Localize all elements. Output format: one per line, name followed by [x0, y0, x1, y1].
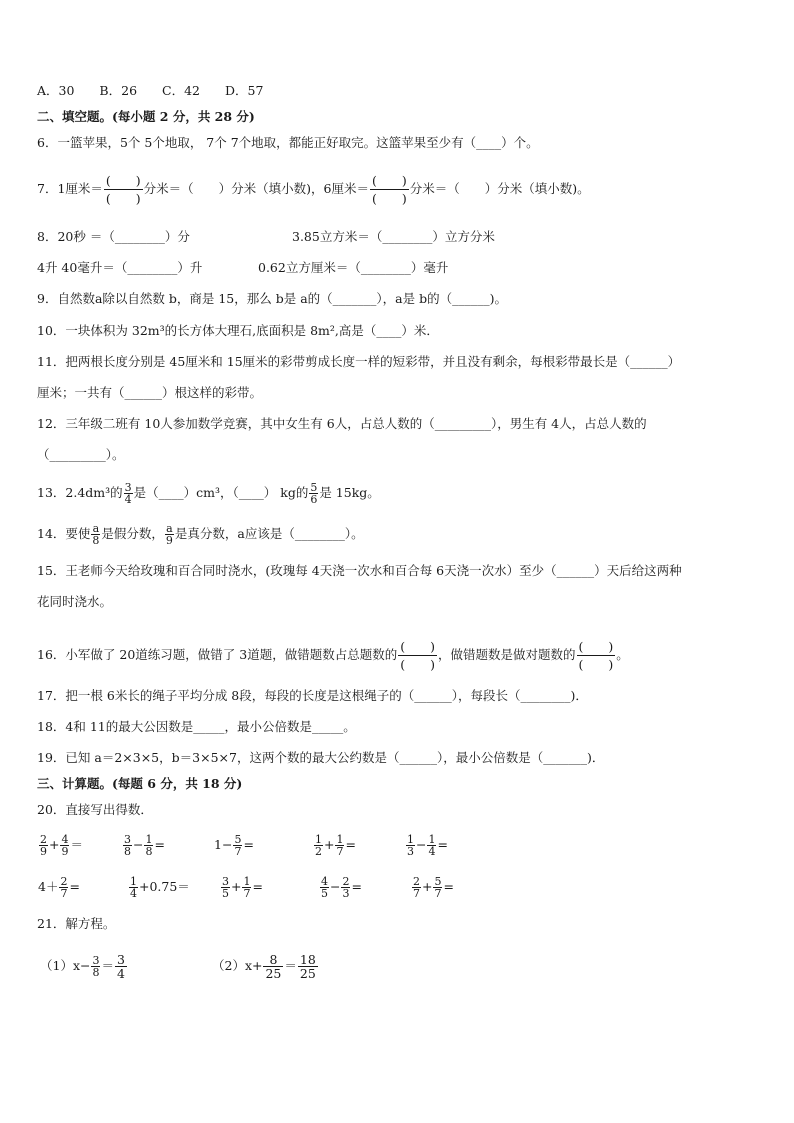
question-21-title: 21．解方程。	[37, 916, 116, 931]
calc-item: $\frac{1}{2}$ + $\frac{1}{7}$ =	[315, 833, 356, 858]
question-9: 9．自然数a除以自然数 b，商是 15，那么 b是 a的（_______），a是 b的（______)。	[37, 291, 507, 306]
question-8d: 0.62立方厘米＝（________）毫升	[258, 260, 449, 275]
question-14: 14．要使 $\frac{a}{8}$ 是假分数， $\frac{a}{9}$ 是真分数，a应该是（________）。	[37, 522, 364, 547]
question-10: 10．一块体积为 32m³的长方体大理石,底面积是 8m²,高是（____）米．	[37, 323, 439, 338]
calc-item: $\frac{3}{5}$ + $\frac{1}{7}$ =	[222, 875, 263, 900]
calc-item: $\frac{2}{7}$ + $\frac{5}{7}$ =	[413, 875, 454, 900]
question-11-line1: 11．把两根长度分别是 45厘米和 15厘米的彩带剪成长度一样的短彩带，并且没有剩余，每根彩带最长是（______）	[37, 354, 681, 369]
calc-item: $\frac{1}{3}$ − $\frac{1}{4}$ =	[407, 833, 448, 858]
equation-1: （1）x− $\frac{3}{8}$ ＝ $\frac{3}{4}$	[40, 952, 125, 981]
calc-item: 4＋ $\frac{2}{7}$ =	[38, 875, 80, 900]
question-18: 18．4和 11的最大公因数是_____，最小公倍数是_____。	[37, 719, 356, 734]
equation-2: （2）x+ $\frac{8}{25}$ ＝ $\frac{18}{25}$	[212, 952, 316, 981]
question-8a: 8．20秒 ＝（________）分	[37, 229, 190, 244]
calc-item: $\frac{4}{5}$ − $\frac{2}{3}$ =	[321, 875, 362, 900]
q5-options: A．30 B．26 C．42 D．57	[37, 83, 264, 98]
question-8b: 3.85立方米＝（________）立方分米	[292, 229, 495, 244]
calc-item: $\frac{3}{8}$ − $\frac{1}{8}$ =	[124, 833, 165, 858]
question-15-line2: 花同时浇水。	[37, 594, 113, 609]
question-20-title: 20．直接写出得数．	[37, 802, 153, 817]
blank-fraction: $\frac{( )}{( )}$	[578, 639, 614, 672]
question-17: 17．把一根 6米长的绳子平均分成 8段，每段的长度是这根绳子的（______），每段长（________)．	[37, 688, 588, 703]
question-11-line2: 厘米；一共有（______）根这样的彩带。	[37, 385, 263, 400]
question-16: 16．小军做了 20道练习题，做错了 3道题，做错题数占总题数的 $\frac{( )}{( )}$ ，做错题数是做对题数的 $\frac{( )}{( )}$ 。	[37, 639, 629, 672]
calc-item: $\frac{1}{4}$ +0.75＝	[130, 875, 190, 900]
calc-item: $\frac{2}{9}$ + $\frac{4}{9}$ ＝	[40, 833, 83, 858]
section2-title: 二、填空题。(每小题 2 分，共 28 分)	[37, 109, 255, 124]
section3-title: 三、计算题。(每题 6 分，共 18 分)	[37, 776, 243, 791]
calc-item: 1− $\frac{5}{7}$ =	[214, 833, 254, 858]
question-12-line1: 12．三年级二班有 10人参加数学竞赛，其中女生有 6人，占总人数的（_________），男生有 4人，占总人数的	[37, 416, 647, 431]
blank-fraction: $\frac{( )}{( )}$	[105, 173, 141, 206]
blank-fraction: $\frac{( )}{( )}$	[372, 173, 407, 206]
question-12-line2: （_________）。	[37, 447, 125, 462]
question-7: 7．1厘米＝ $\frac{( )}{( )}$ 分米＝（ ）分米（填小数)，6厘米＝ $\frac{( )}{( )}$ 分米＝（ ）分米（填小数)。	[37, 173, 590, 206]
question-19: 19．已知 a＝2×3×5，b＝3×5×7，这两个数的最大公约数是（______），最小公倍数是（_______)．	[37, 750, 605, 765]
question-6: 6．一篮苹果，5个 5个地取， 7个 7个地取，都能正好取完。这篮苹果至少有（____）个。	[37, 135, 539, 150]
question-13: 13．2.4dm³的 $\frac{3}{4}$ 是（____）cm³，（____） kg的 $\frac{5}{6}$ 是 15kg。	[37, 481, 380, 506]
question-15-line1: 15．王老师今天给玫瑰和百合同时浇水，(玫瑰每 4天浇一次水和百合每 6天浇一次水）至少（______）天后给这两种	[37, 563, 682, 578]
question-8c: 4升 40毫升＝（________）升	[37, 260, 203, 275]
blank-fraction: $\frac{( )}{( )}$	[400, 639, 435, 672]
